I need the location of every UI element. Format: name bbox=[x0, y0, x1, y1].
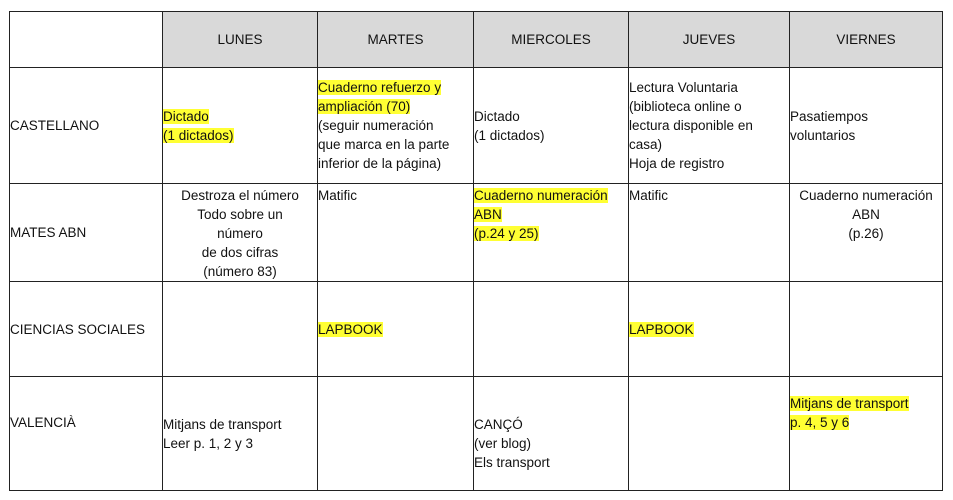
activity-cell bbox=[318, 68, 474, 184]
activity-line: Dictado bbox=[163, 108, 209, 124]
activity-cell bbox=[318, 377, 474, 491]
day-header: MIERCOLES bbox=[474, 12, 629, 68]
activity-line: Pasatiempos bbox=[790, 108, 869, 124]
activity-line: ABN bbox=[852, 207, 880, 222]
weekly-schedule-table bbox=[9, 11, 943, 491]
day-header: VIERNES bbox=[790, 12, 943, 68]
activity-line: p. 4, 5 y 6 bbox=[790, 415, 850, 430]
table-row bbox=[10, 68, 943, 184]
activity-cell bbox=[474, 377, 629, 491]
activity-cell bbox=[163, 377, 318, 491]
activity-line: inferior de la página) bbox=[318, 156, 442, 171]
activity-cell bbox=[629, 282, 790, 377]
activity-line: ABN bbox=[474, 207, 502, 222]
activity-line: Mitjans de transport bbox=[790, 396, 909, 411]
subject-label: MATES ABN bbox=[10, 184, 163, 282]
activity-line: Matific bbox=[318, 188, 358, 203]
activity-line: CANÇÓ bbox=[474, 417, 523, 432]
activity-line: número bbox=[217, 226, 263, 241]
activity-cell bbox=[318, 184, 474, 282]
activity-cell bbox=[474, 68, 629, 184]
activity-line: Mitjans de transport bbox=[163, 417, 282, 432]
header-row bbox=[10, 12, 943, 68]
subject-label: CIENCIAS SOCIALES bbox=[10, 282, 163, 377]
activity-cell bbox=[629, 68, 790, 184]
activity-cell bbox=[474, 184, 629, 282]
activity-line: Hoja de registro bbox=[629, 156, 725, 171]
activity-line: Cuaderno refuerzo y bbox=[318, 80, 442, 95]
corner-cell bbox=[10, 12, 163, 68]
table-row bbox=[10, 377, 943, 491]
activity-cell bbox=[790, 282, 943, 377]
subject-label: CASTELLANO bbox=[10, 68, 163, 184]
activity-line: Els transport bbox=[474, 455, 550, 470]
activity-line: (biblioteca online o bbox=[629, 99, 742, 114]
activity-cell bbox=[163, 68, 318, 184]
activity-cell bbox=[629, 184, 790, 282]
activity-line: (1 dictados) bbox=[163, 127, 234, 143]
activity-cell bbox=[474, 282, 629, 377]
day-header: MARTES bbox=[318, 12, 474, 68]
activity-line: (seguir numeración bbox=[318, 118, 434, 133]
activity-cell bbox=[163, 184, 318, 282]
activity-line: Lectura Voluntaria bbox=[629, 80, 738, 95]
day-header: LUNES bbox=[163, 12, 318, 68]
activity-line: (1 dictados) bbox=[474, 127, 545, 143]
activity-line: Leer p. 1, 2 y 3 bbox=[163, 436, 254, 451]
activity-line: de dos cifras bbox=[201, 245, 279, 260]
activity-line: voluntarios bbox=[790, 127, 856, 143]
activity-line: Matific bbox=[629, 188, 669, 203]
activity-line: (p.26) bbox=[848, 226, 884, 241]
table-row bbox=[10, 282, 943, 377]
activity-line: (ver blog) bbox=[474, 436, 532, 451]
activity-cell bbox=[790, 68, 943, 184]
activity-line: LAPBOOK bbox=[629, 321, 694, 337]
activity-line: Cuaderno numeración bbox=[799, 188, 933, 203]
subject-label: VALENCIÀ bbox=[10, 377, 163, 491]
activity-line: LAPBOOK bbox=[318, 321, 383, 337]
activity-line: (número 83) bbox=[203, 264, 277, 279]
activity-cell bbox=[163, 282, 318, 377]
activity-line: ampliación (70) bbox=[318, 99, 411, 114]
activity-line: Destroza el número bbox=[181, 188, 299, 203]
activity-cell bbox=[318, 282, 474, 377]
activity-cell bbox=[790, 377, 943, 491]
activity-line: Cuaderno numeración bbox=[474, 188, 608, 203]
activity-cell bbox=[790, 184, 943, 282]
activity-line: casa) bbox=[629, 137, 663, 152]
day-header: JUEVES bbox=[629, 12, 790, 68]
activity-line: Dictado bbox=[474, 108, 520, 124]
activity-line: Todo sobre un bbox=[197, 207, 283, 222]
activity-cell bbox=[629, 377, 790, 491]
table-row bbox=[10, 184, 943, 282]
activity-line: (p.24 y 25) bbox=[474, 226, 539, 241]
activity-line: lectura disponible en bbox=[629, 118, 753, 133]
activity-line: que marca en la parte bbox=[318, 137, 450, 152]
